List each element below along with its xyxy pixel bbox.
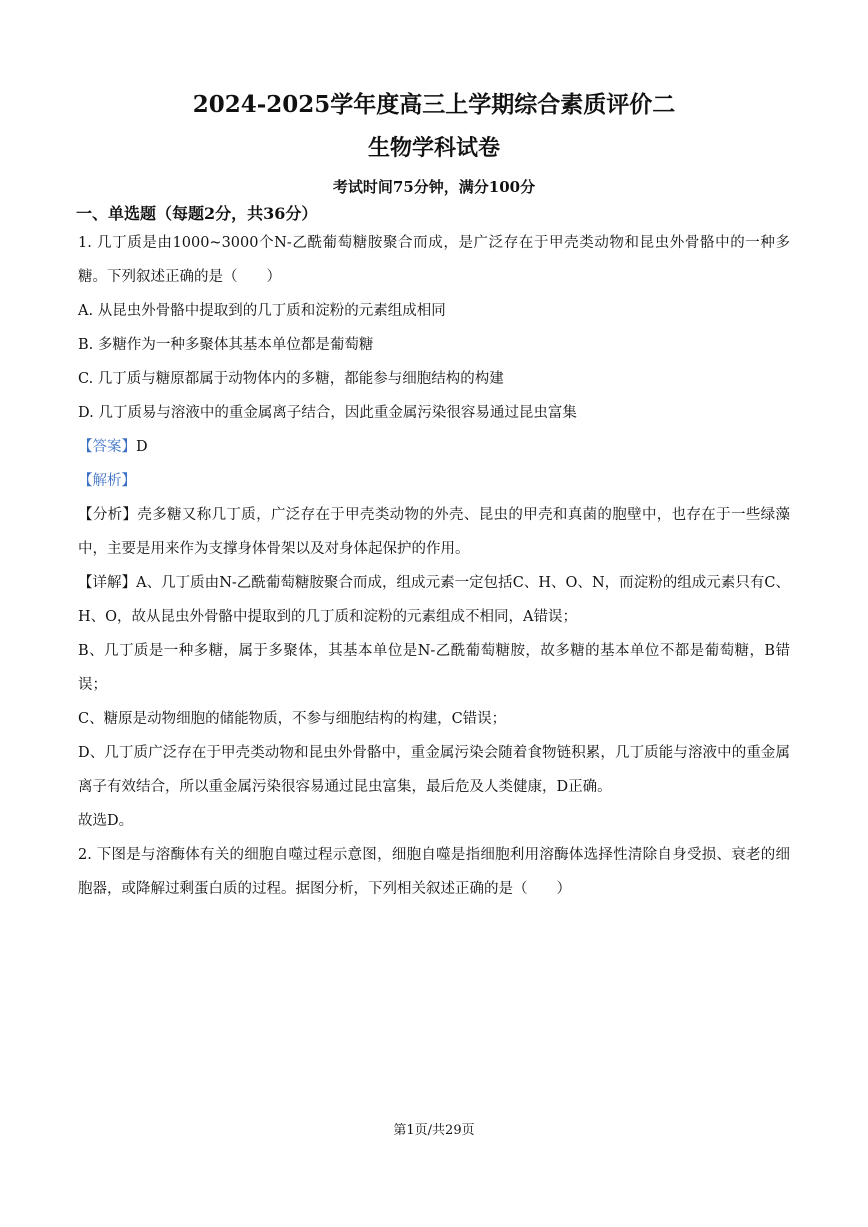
question-1-detail-c: C、糖原是动物细胞的储能物质，不参与细胞结构的构建，C错误； <box>78 711 507 727</box>
question-2-stem: 2. 下图是与溶酶体有关的细胞自噬过程示意图，细胞自噬是指细胞利用溶酶体选择性清除自身受损、衰老的细胞器，或降解过剩蛋白质的过程。据图分析，下列相关叙述正确的是（ ） <box>78 847 790 897</box>
question-1-analysis-heading <box>78 464 790 498</box>
question-1-stem: 1. 几丁质是由1000~3000个N-乙酰葡萄糖胺聚合而成，是广泛存在于甲壳类动物和昆虫外骨骼中的一种多糖。下列叙述正确的是（ ） <box>78 235 790 285</box>
question-1-xiangjie <box>78 566 790 634</box>
answer-value: D <box>136 439 148 455</box>
question-1-detail-b: B、几丁质是一种多糖，属于多聚体，其基本单位是N-乙酰葡萄糖胺，故多糖的基本单位不都是葡萄糖，B错误； <box>78 643 790 693</box>
fenxi-text: 壳多糖又称几丁质，广泛存在于甲壳类动物的外壳、昆虫的甲壳和真菌的胞壁中，也存在于一些绿藻中，主要是用来作为支撑身体骨架以及对身体起保护的作用。 <box>78 507 791 557</box>
question-2 <box>78 838 790 906</box>
page-subtitle: 生物学科试卷 <box>367 135 500 161</box>
answer-tag: 【答案】 <box>78 439 136 455</box>
question-1-detail-d: D、几丁质广泛存在于甲壳类动物和昆虫外骨骼中，重金属污染会随着食物链积累，几丁质能与溶液中的重金属离子有效结合，所以重金属污染很容易通过昆虫富集，最后危及人类健康，D正确。 <box>78 745 790 795</box>
page-title: 2024-2025学年度高三上学期综合素质评价二 <box>192 91 676 118</box>
question-1-fenxi <box>78 498 790 566</box>
question-1-answer <box>78 430 790 464</box>
section-heading: 一、单选题（每题2分，共36分） <box>76 204 318 223</box>
question-1-option-d: D. 几丁质易与溶液中的重金属离子结合，因此重金属污染很容易通过昆虫富集 <box>78 405 577 421</box>
xiangjie-text: A、几丁质由N-乙酰葡萄糖胺聚合而成，组成元素一定包括C、H、O、N，而淀粉的组成元素只有C、H、O，故从昆虫外骨骼中提取到的几丁质和淀粉的元素组成不相同，A错误； <box>78 575 791 625</box>
fenxi-tag: 【分析】 <box>78 507 138 523</box>
analysis-tag: 【解析】 <box>78 473 136 489</box>
xiangjie-tag: 【详解】 <box>78 575 137 591</box>
question-1-option-b: B. 多糖作为一种多聚体其基本单位都是葡萄糖 <box>78 337 374 353</box>
question-1-conclusion: 故选D。 <box>78 813 134 829</box>
question-1-option-a: A. 从昆虫外骨骼中提取到的几丁质和淀粉的元素组成相同 <box>78 303 446 319</box>
exam-info: 考试时间75分钟，满分100分 <box>332 178 536 196</box>
question-1-option-c: C. 几丁质与糖原都属于动物体内的多糖，都能参与细胞结构的构建 <box>78 371 504 387</box>
page-footer: 第1页/共29页 <box>393 1123 475 1138</box>
question-1 <box>78 226 790 838</box>
